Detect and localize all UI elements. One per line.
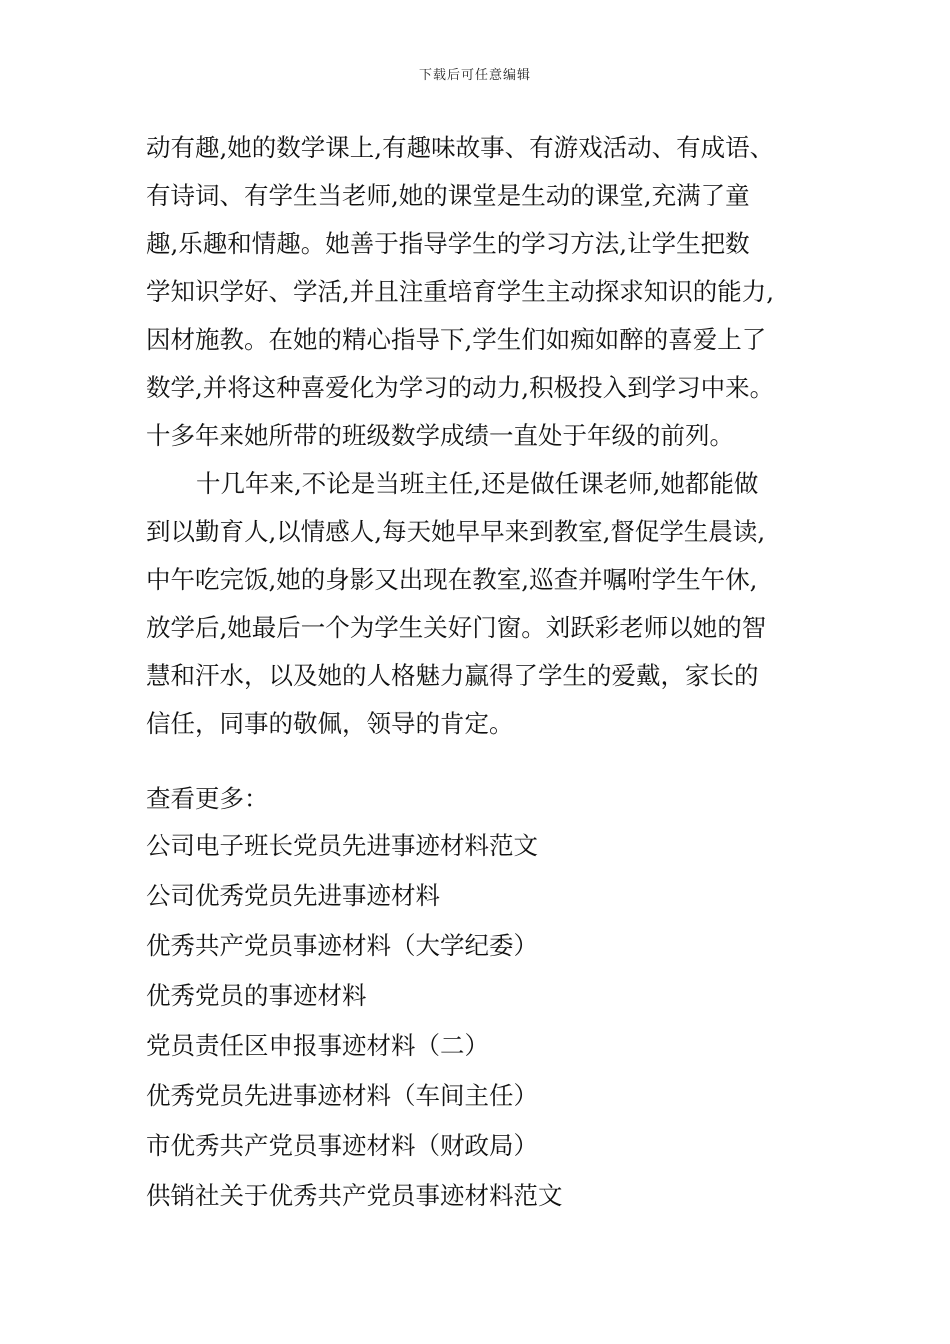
related-article-link[interactable]: 公司电子班长党员先进事迹材料范文	[146, 831, 538, 860]
text-line: 因材施教。在她的精心指导下,学生们如痴如醉的喜爱上了	[146, 325, 767, 354]
related-article-link[interactable]: 优秀共产党员事迹材料（大学纪委）	[146, 931, 538, 960]
document-body	[146, 124, 836, 748]
text-line: 中午吃完饭,她的身影又出现在教室,巡查并嘱咐学生午休,	[146, 565, 758, 594]
text-line: 数学,并将这种喜爱化为学习的动力,积极投入到学习中来。	[146, 373, 775, 402]
page-header: 下载后可任意编辑	[418, 68, 531, 83]
see-more-list	[146, 822, 563, 1222]
related-article-link[interactable]: 公司优秀党员先进事迹材料	[146, 881, 440, 910]
text-line: 十多年来她所带的班级数学成绩一直处于年级的前列。	[146, 421, 734, 450]
related-article-link[interactable]: 优秀党员的事迹材料	[146, 981, 367, 1010]
related-article-link[interactable]: 供销社关于优秀共产党员事迹材料范文	[146, 1181, 563, 1210]
text-line: 十几年来,不论是当班主任,还是做任课老师,她都能做	[196, 469, 759, 498]
text-line: 慧和汗水，以及她的人格魅力赢得了学生的爱戴，家长的	[146, 661, 759, 690]
related-article-link[interactable]: 优秀党员先进事迹材料（车间主任）	[146, 1081, 538, 1110]
text-line: 有诗词、有学生当老师,她的课堂是生动的课堂,充满了童	[146, 181, 750, 210]
related-article-link[interactable]: 市优秀共产党员事迹材料（财政局）	[146, 1131, 538, 1160]
text-line: 放学后,她最后一个为学生关好门窗。刘跃彩老师以她的智	[146, 613, 767, 642]
paragraph-second	[146, 460, 836, 748]
text-line: 趣,乐趣和情趣。她善于指导学生的学习方法,让学生把数	[146, 229, 750, 258]
text-line: 到以勤育人,以情感人,每天她早早来到教室,督促学生晨读,	[146, 517, 766, 546]
text-line: 信任，同事的敬佩，领导的肯定。	[146, 709, 514, 738]
see-more-label: 查看更多：	[146, 784, 269, 813]
text-line: 动有趣,她的数学课上,有趣味故事、有游戏活动、有成语、	[146, 133, 775, 162]
paragraph-continued	[146, 124, 836, 460]
text-line: 学知识学好、学活,并且注重培育学生主动探求知识的能力,	[146, 277, 775, 306]
related-article-link[interactable]: 党员责任区申报事迹材料（二）	[146, 1031, 489, 1060]
